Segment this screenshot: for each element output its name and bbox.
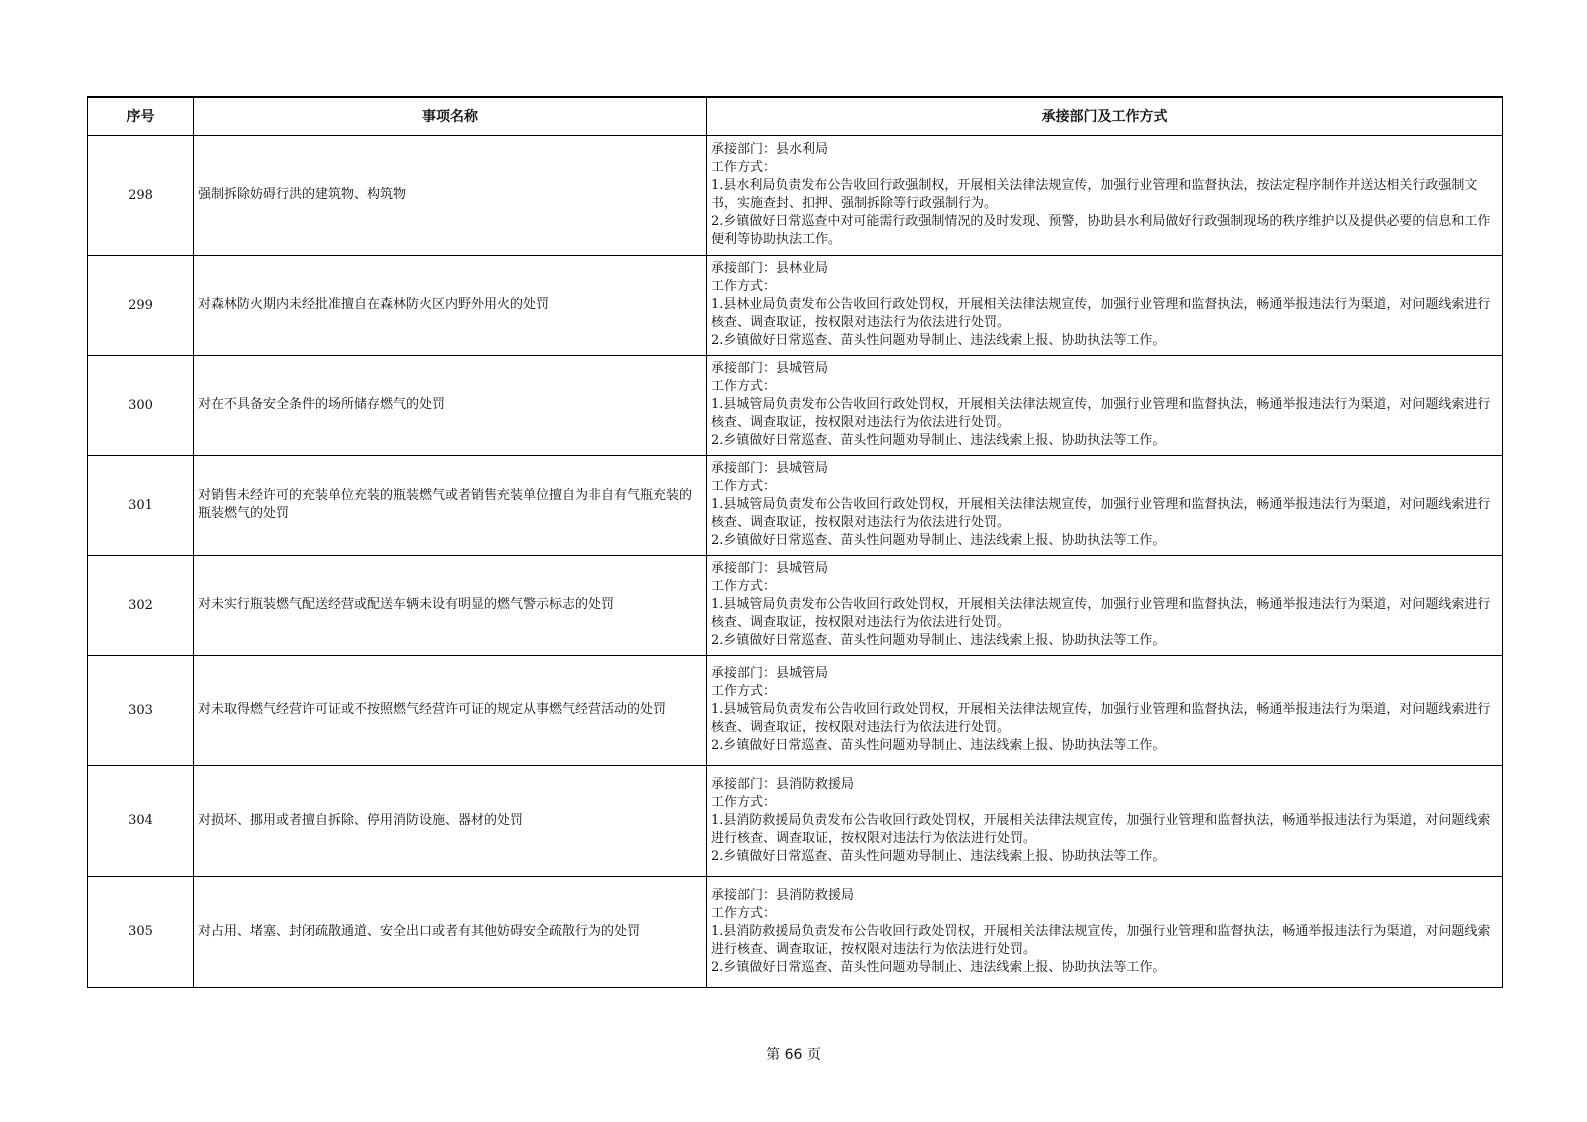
serial-number-cell: 304: [88, 765, 194, 876]
item-name-cell: 对损坏、挪用或者擅自拆除、停用消防设施、器材的处罚: [194, 765, 707, 876]
department-method-cell: [707, 355, 1503, 455]
work-method-item: 2.乡镇做好日常巡查、苗头性问题劝导制止、违法线索上报、协助执法等工作。: [711, 633, 1166, 648]
work-method-item: 2.乡镇做好日常巡查、苗头性问题劝导制止、违法线索上报、协助执法等工作。: [711, 433, 1166, 448]
serial-number-cell: 305: [88, 876, 194, 987]
work-method-item: 1.县城管局负责发布公告收回行政处罚权，开展相关法律法规宣传，加强行业管理和监督执法，畅通举报违法行为渠道，对问题线索进行核查、调查取证，按权限对违法行为依法进行处罚。: [711, 702, 1491, 735]
table-row: [88, 876, 1503, 987]
table-header-row: [88, 97, 1503, 135]
responsible-department: 承接部门：县消防救援局: [711, 887, 855, 903]
department-method-cell: [707, 876, 1503, 987]
table-row: [88, 255, 1503, 355]
table-row: [88, 355, 1503, 455]
serial-number-cell: 301: [88, 455, 194, 555]
item-name-cell: 对未实行瓶装燃气配送经营或配送车辆未设有明显的燃气警示标志的处罚: [194, 555, 707, 655]
work-method-item: 1.县城管局负责发布公告收回行政处罚权，开展相关法律法规宣传，加强行业管理和监督执法，畅通举报违法行为渠道，对问题线索进行核查、调查取证，按权限对违法行为依法进行处罚。: [711, 397, 1491, 430]
department-method-cell: [707, 135, 1503, 255]
department-method-cell: [707, 655, 1503, 765]
work-method-label: 工作方式：: [711, 684, 777, 699]
item-name-cell: 对销售未经许可的充装单位充装的瓶装燃气或者销售充装单位擅自为非自有气瓶充装的瓶装燃气的处罚: [194, 455, 707, 555]
table-row: [88, 135, 1503, 255]
department-method-cell: [707, 555, 1503, 655]
header-serial-number: 序号: [88, 97, 194, 135]
department-method-cell: [707, 455, 1503, 555]
item-name-cell: 对在不具备安全条件的场所储存燃气的处罚: [194, 355, 707, 455]
responsible-department: 承接部门：县城管局: [711, 461, 829, 476]
responsible-department: 承接部门：县水利局: [711, 142, 829, 157]
table-row: [88, 765, 1503, 876]
work-method-label: 工作方式：: [711, 794, 777, 810]
table-row: [88, 455, 1503, 555]
header-item-name: 事项名称: [194, 97, 707, 135]
item-name-cell: 强制拆除妨碍行洪的建筑物、构筑物: [194, 135, 707, 255]
work-method-label: 工作方式：: [711, 479, 777, 494]
header-department-method: 承接部门及工作方式: [707, 97, 1503, 135]
work-method-item: 2.乡镇做好日常巡查、苗头性问题劝导制止、违法线索上报、协助执法等工作。: [711, 848, 1166, 864]
table-body: [88, 135, 1503, 987]
work-method-item: 2.乡镇做好日常巡查、苗头性问题劝导制止、违法线索上报、协助执法等工作。: [711, 738, 1166, 753]
serial-number-cell: 298: [88, 135, 194, 255]
item-name-cell: 对森林防火期内未经批准擅自在森林防火区内野外用火的处罚: [194, 255, 707, 355]
serial-number-cell: 299: [88, 255, 194, 355]
work-method-item: 2.乡镇做好日常巡查中对可能需行政强制情况的及时发现、预警，协助县水利局做好行政强制现场的秩序维护以及提供必要的信息和工作便利等协助执法工作。: [711, 214, 1491, 247]
department-method-cell: [707, 255, 1503, 355]
work-method-item: 1.县水利局负责发布公告收回行政强制权，开展相关法律法规宣传，加强行业管理和监督执法，按法定程序制作并送达相关行政强制文书，实施查封、扣押、强制拆除等行政强制行为。: [711, 178, 1478, 211]
department-method-cell: [707, 765, 1503, 876]
work-method-label: 工作方式：: [711, 905, 777, 921]
work-method-label: 工作方式：: [711, 379, 777, 394]
item-name-cell: 对占用、堵塞、封闭疏散通道、安全出口或者有其他妨碍安全疏散行为的处罚: [194, 876, 707, 987]
work-method-item: 1.县消防救援局负责发布公告收回行政处罚权，开展相关法律法规宣传，加强行业管理和监督执法，畅通举报违法行为渠道，对问题线索进行核查、调查取证，按权限对违法行为依法进行处罚。: [711, 923, 1491, 957]
work-method-label: 工作方式：: [711, 279, 777, 294]
table-row: [88, 555, 1503, 655]
work-method-item: 1.县林业局负责发布公告收回行政处罚权，开展相关法律法规宣传，加强行业管理和监督执法，畅通举报违法行为渠道，对问题线索进行核查、调查取证，按权限对违法行为依法进行处罚。: [711, 297, 1491, 330]
serial-number-cell: 300: [88, 355, 194, 455]
work-method-item: 1.县城管局负责发布公告收回行政处罚权，开展相关法律法规宣传，加强行业管理和监督执法，畅通举报违法行为渠道，对问题线索进行核查、调查取证，按权限对违法行为依法进行处罚。: [711, 597, 1491, 630]
table-row: [88, 655, 1503, 765]
work-method-item: 2.乡镇做好日常巡查、苗头性问题劝导制止、违法线索上报、协助执法等工作。: [711, 959, 1166, 975]
work-method-item: 1.县消防救援局负责发布公告收回行政处罚权，开展相关法律法规宣传，加强行业管理和监督执法，畅通举报违法行为渠道，对问题线索进行核查、调查取证，按权限对违法行为依法进行处罚。: [711, 812, 1491, 846]
item-name-cell: 对未取得燃气经营许可证或不按照燃气经营许可证的规定从事燃气经营活动的处罚: [194, 655, 707, 765]
page-number: 第 66 页: [766, 1047, 821, 1063]
work-method-item: 2.乡镇做好日常巡查、苗头性问题劝导制止、违法线索上报、协助执法等工作。: [711, 333, 1166, 348]
work-method-label: 工作方式：: [711, 579, 777, 594]
responsible-department: 承接部门：县城管局: [711, 361, 829, 376]
responsible-department: 承接部门：县城管局: [711, 666, 829, 681]
serial-number-cell: 302: [88, 555, 194, 655]
responsible-department: 承接部门：县城管局: [711, 561, 829, 576]
serial-number-cell: 303: [88, 655, 194, 765]
work-method-item: 1.县城管局负责发布公告收回行政处罚权，开展相关法律法规宣传，加强行业管理和监督执法，畅通举报违法行为渠道，对问题线索进行核查、调查取证，按权限对违法行为依法进行处罚。: [711, 497, 1491, 530]
work-method-item: 2.乡镇做好日常巡查、苗头性问题劝导制止、违法线索上报、协助执法等工作。: [711, 533, 1166, 548]
authority-table: [87, 96, 1503, 988]
responsible-department: 承接部门：县林业局: [711, 261, 829, 276]
responsible-department: 承接部门：县消防救援局: [711, 776, 855, 792]
work-method-label: 工作方式：: [711, 160, 777, 175]
